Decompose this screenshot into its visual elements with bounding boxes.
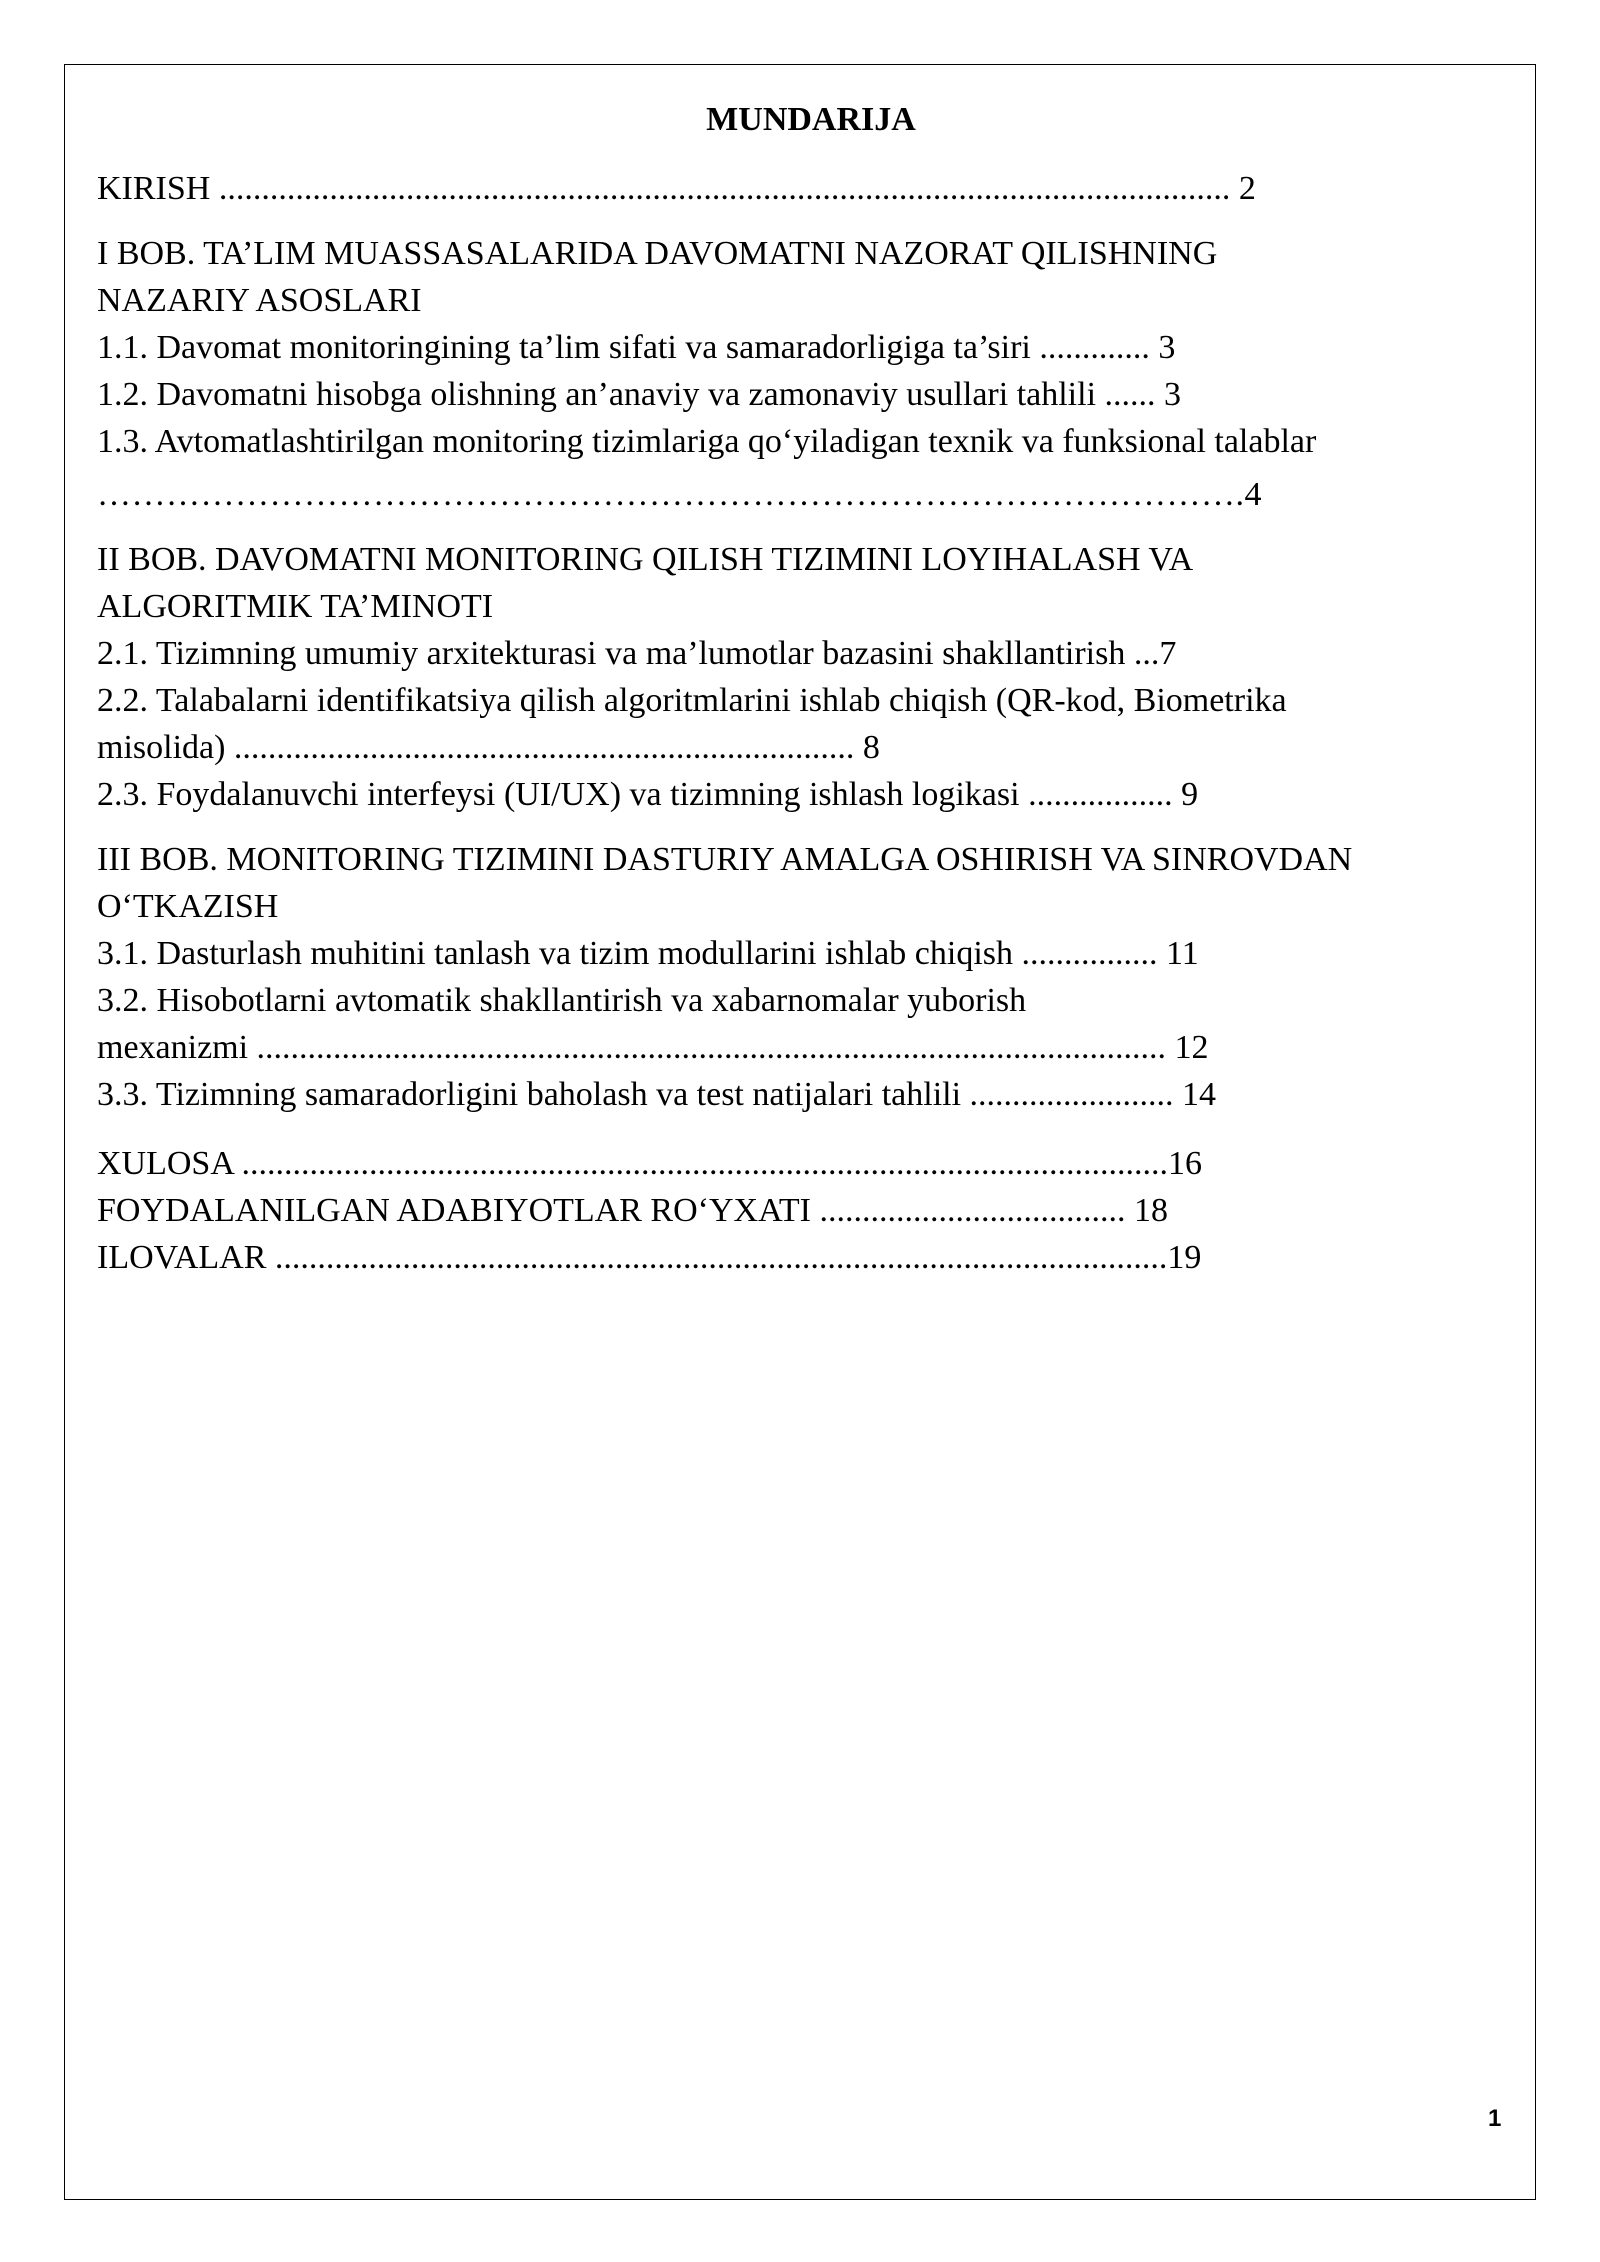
- toc-entry-3-1: 3.1. Dasturlash muhitini tanlash va tizim modullarini ishlab chiqish ................ 11: [97, 935, 1199, 972]
- toc-entry-2-2: 2.2. Talabalarni identifikatsiya qilish algoritmlarini ishlab chiqish (QR-kod, Biometrika: [97, 682, 1287, 719]
- page-number: 1: [1488, 2105, 1502, 2132]
- toc-entry-adabiyotlar: FOYDALANILGAN ADABIYOTLAR RO‘YXATI .................................... 18: [97, 1192, 1168, 1229]
- toc-entry-3-2-cont: mexanizmi ........................................................................................................... 12: [97, 1029, 1209, 1066]
- toc-entry-2-1: 2.1. Tizimning umumiy arxitekturasi va ma’lumotlar bazasini shakllantirish ...7: [97, 635, 1177, 672]
- toc-entry-2-2-cont: misolida) ......................................................................... 8: [97, 729, 880, 766]
- toc-entry-1-3-leader: ……………………………………………………………………………………….4: [97, 476, 1262, 513]
- toc-chapter-1-title-cont: NAZARIY ASOSLARI: [97, 282, 422, 319]
- toc-chapter-2-title: II BOB. DAVOMATNI MONITORING QILISH TIZIMINI LOYIHALASH VA: [97, 541, 1194, 578]
- toc-chapter-3-title: III BOB. MONITORING TIZIMINI DASTURIY AMALGA OSHIRISH VA SINROVDAN: [97, 841, 1353, 878]
- toc-entry-1-3: 1.3. Avtomatlashtirilgan monitoring tizimlariga qo‘yiladigan texnik va funksional talablar: [97, 423, 1317, 460]
- toc-entry-1-2: 1.2. Davomatni hisobga olishning an’anaviy va zamonaviy usullari tahlili ...... 3: [97, 376, 1182, 413]
- toc-entry-kirish: KIRISH ....................................................................................................................... 2: [97, 170, 1256, 207]
- toc-title: MUNDARIJA: [706, 101, 916, 138]
- toc-entry-3-2: 3.2. Hisobotlarni avtomatik shakllantirish va xabarnomalar yuborish: [97, 982, 1027, 1019]
- toc-entry-2-3: 2.3. Foydalanuvchi interfeysi (UI/UX) va tizimning ishlash logikasi ................. 9: [97, 776, 1199, 813]
- toc-entry-ilovalar: ILOVALAR .........................................................................................................19: [97, 1239, 1202, 1276]
- toc-chapter-1-title: I BOB. TA’LIM MUASSASALARIDA DAVOMATNI NAZORAT QILISHNING: [97, 235, 1218, 272]
- toc-entry-xulosa: XULOSA .............................................................................................................16: [97, 1145, 1203, 1182]
- toc-entry-1-1: 1.1. Davomat monitoringining ta’lim sifati va samaradorligiga ta’siri ............. 3: [97, 329, 1176, 366]
- toc-chapter-3-title-cont: O‘TKAZISH: [97, 888, 279, 925]
- table-of-contents: [97, 96, 1517, 1281]
- toc-chapter-2-title-cont: ALGORITMIK TA’MINOTI: [97, 588, 494, 625]
- toc-entry-3-3: 3.3. Tizimning samaradorligini baholash va test natijalari tahlili ........................ 14: [97, 1076, 1217, 1113]
